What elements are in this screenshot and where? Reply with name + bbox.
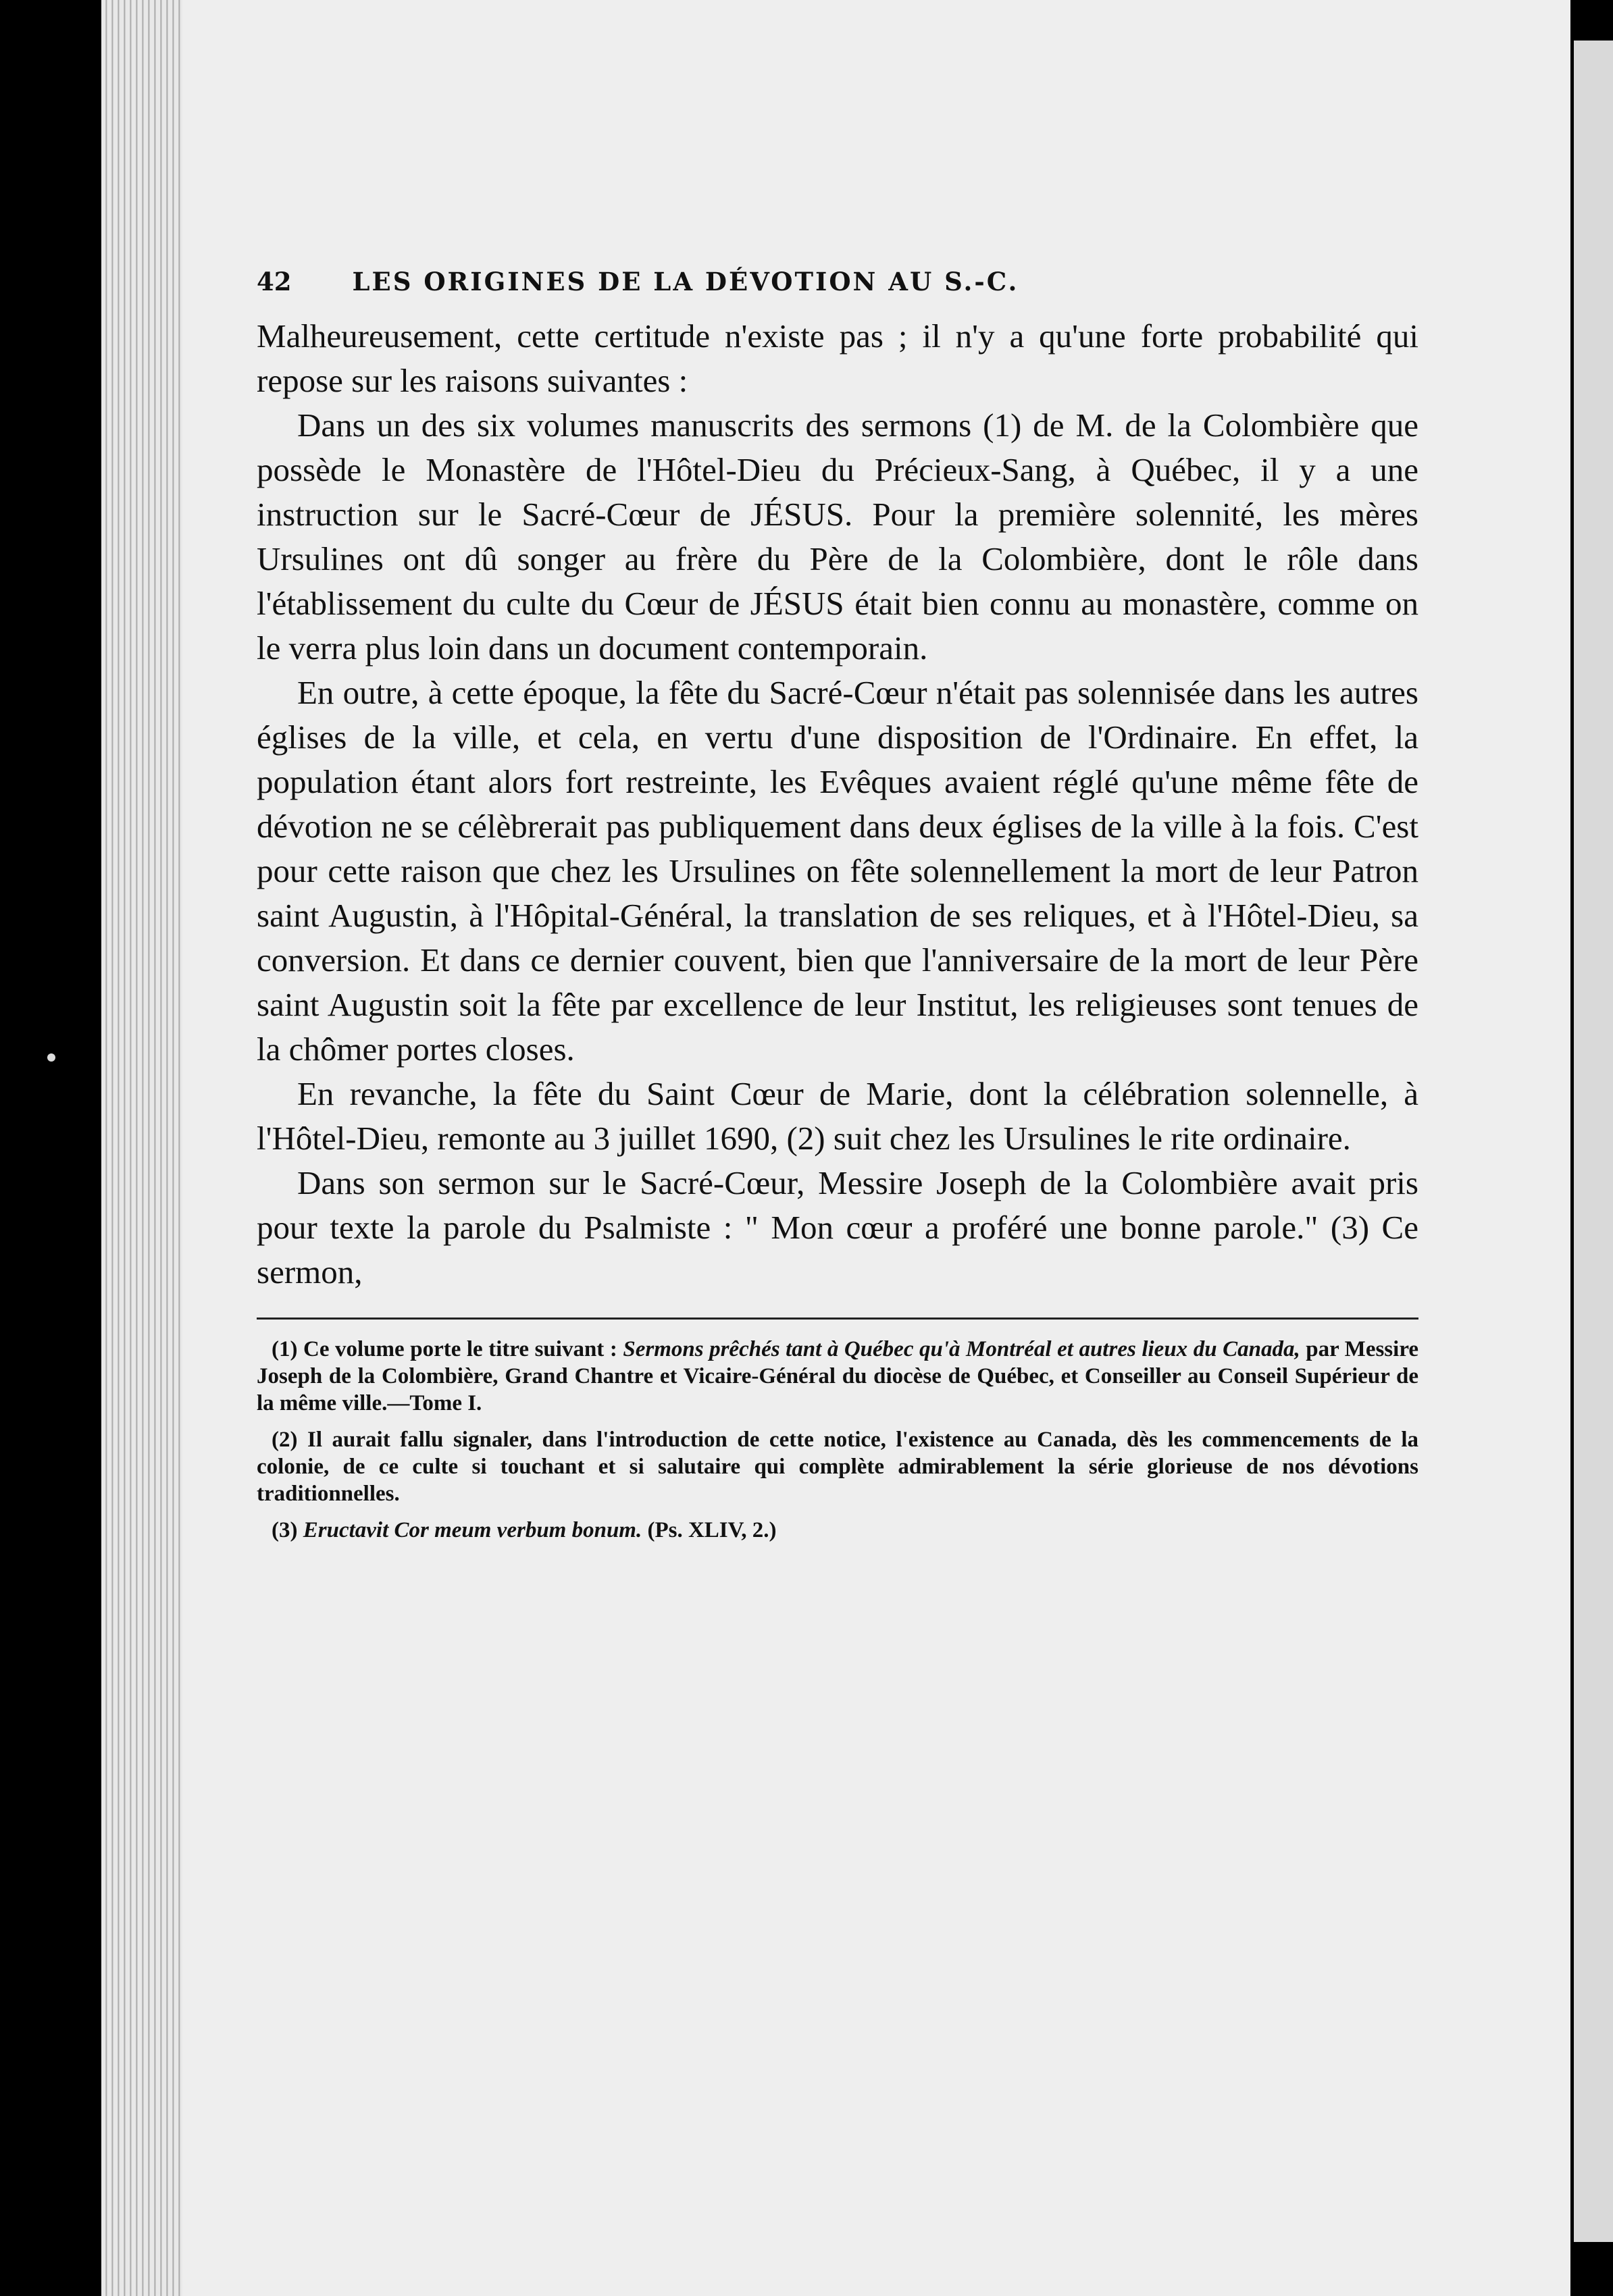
footnote-2 (257, 1426, 1418, 1507)
facing-page-edge (1574, 41, 1613, 2242)
margin-speck (47, 1053, 55, 1062)
footnotes (257, 1336, 1418, 1544)
page-number: 42 (257, 267, 292, 296)
footnote-2-marker: (2) (272, 1428, 298, 1452)
paragraph-4: En revanche, la fête du Saint Cœur de Marie, dont la célébration solennelle, à l'Hôtel-Dieu, remonte au 3 juillet 1690, (2) suit chez les Ursulines le rite ordinaire. (257, 1075, 1418, 1157)
footnote-3-marker: (3) (272, 1518, 298, 1542)
body-text (257, 314, 1418, 1295)
footnote-3-ref: (Ps. XLIV, 2.) (647, 1518, 777, 1542)
running-title: LES ORIGINES DE LA DÉVOTION AU S.-C. (352, 267, 1019, 296)
running-head (257, 267, 1418, 296)
footnote-1-post: par Messire Joseph de la Colombière, Grand Chantre et Vicaire-Général du diocèse de Québec, et Conseiller au Conseil Supérieur de la même ville.—Tome I. (257, 1337, 1419, 1415)
page-content (257, 267, 1418, 1553)
footnote-2-text: Il aurait fallu signaler, dans l'introduction de cette notice, l'existence au Canada, dès les commencements de la colonie, de ce culte si touchant et si salutaire qui complète admirablement la série glorieuse de nos dévotions traditionnelles. (257, 1428, 1418, 1506)
paragraph-2: Dans un des six volumes manuscrits des sermons (1) de M. de la Colombière que possède le Monastère de l'Hôtel-Dieu du Précieux-Sang, à Québec, il y a une instruction sur le Sacré-Cœur de JÉSUS. Pour la première solennité, les mères Ursulines ont dû songer au frère du Père de la Colombière, dont le rôle dans l'établissement du culte du Cœur de JÉSUS était bien connu au monastère, comme on le verra plus loin dans un document contemporain. (257, 407, 1418, 667)
paragraph-3: En outre, à cette époque, la fête du Sacré-Cœur n'était pas solennisée dans les autres églises de la ville, et cela, en vertu d'une disposition de l'Ordinaire. En effet, la population étant alors fort restreinte, les Evêques avaient réglé qu'une même fête de dévotion ne se célèbrerait pas publiquement dans deux églises de la ville à la fois. C'est pour cette raison que chez les Ursulines on fête solennellement la mort de leur Patron saint Augustin, à l'Hôpital-Général, la translation de ses reliques, et à l'Hôtel-Dieu, sa conversion. Et dans ce dernier couvent, bien que l'anniversaire de la mort de leur Père saint Augustin soit la fête par excellence de leur Institut, les religieuses sont tenues de la chômer portes closes. (257, 674, 1418, 1068)
footnote-1-marker: (1) (272, 1337, 298, 1361)
footnote-1-title: Sermons prêchés tant à Québec qu'à Montréal et autres lieux du Canada, (623, 1337, 1300, 1361)
footnote-3-latin: Eructavit Cor meum verbum bonum. (303, 1518, 642, 1542)
footnote-3 (257, 1517, 1418, 1544)
paragraph-5: Dans son sermon sur le Sacré-Cœur, Messire Joseph de la Colombière avait pris pour texte la parole du Psalmiste : " Mon cœur a proféré une bonne parole." (3) Ce sermon, (257, 1164, 1418, 1290)
paragraph-1: Malheureusement, cette certitude n'existe pas ; il n'y a qu'une forte probabilité qui repose sur les raisons suivantes : (257, 317, 1418, 399)
footnote-1 (257, 1336, 1418, 1417)
footnote-1-pre: Ce volume porte le titre suivant : (303, 1337, 617, 1361)
footnote-rule (257, 1317, 1418, 1320)
